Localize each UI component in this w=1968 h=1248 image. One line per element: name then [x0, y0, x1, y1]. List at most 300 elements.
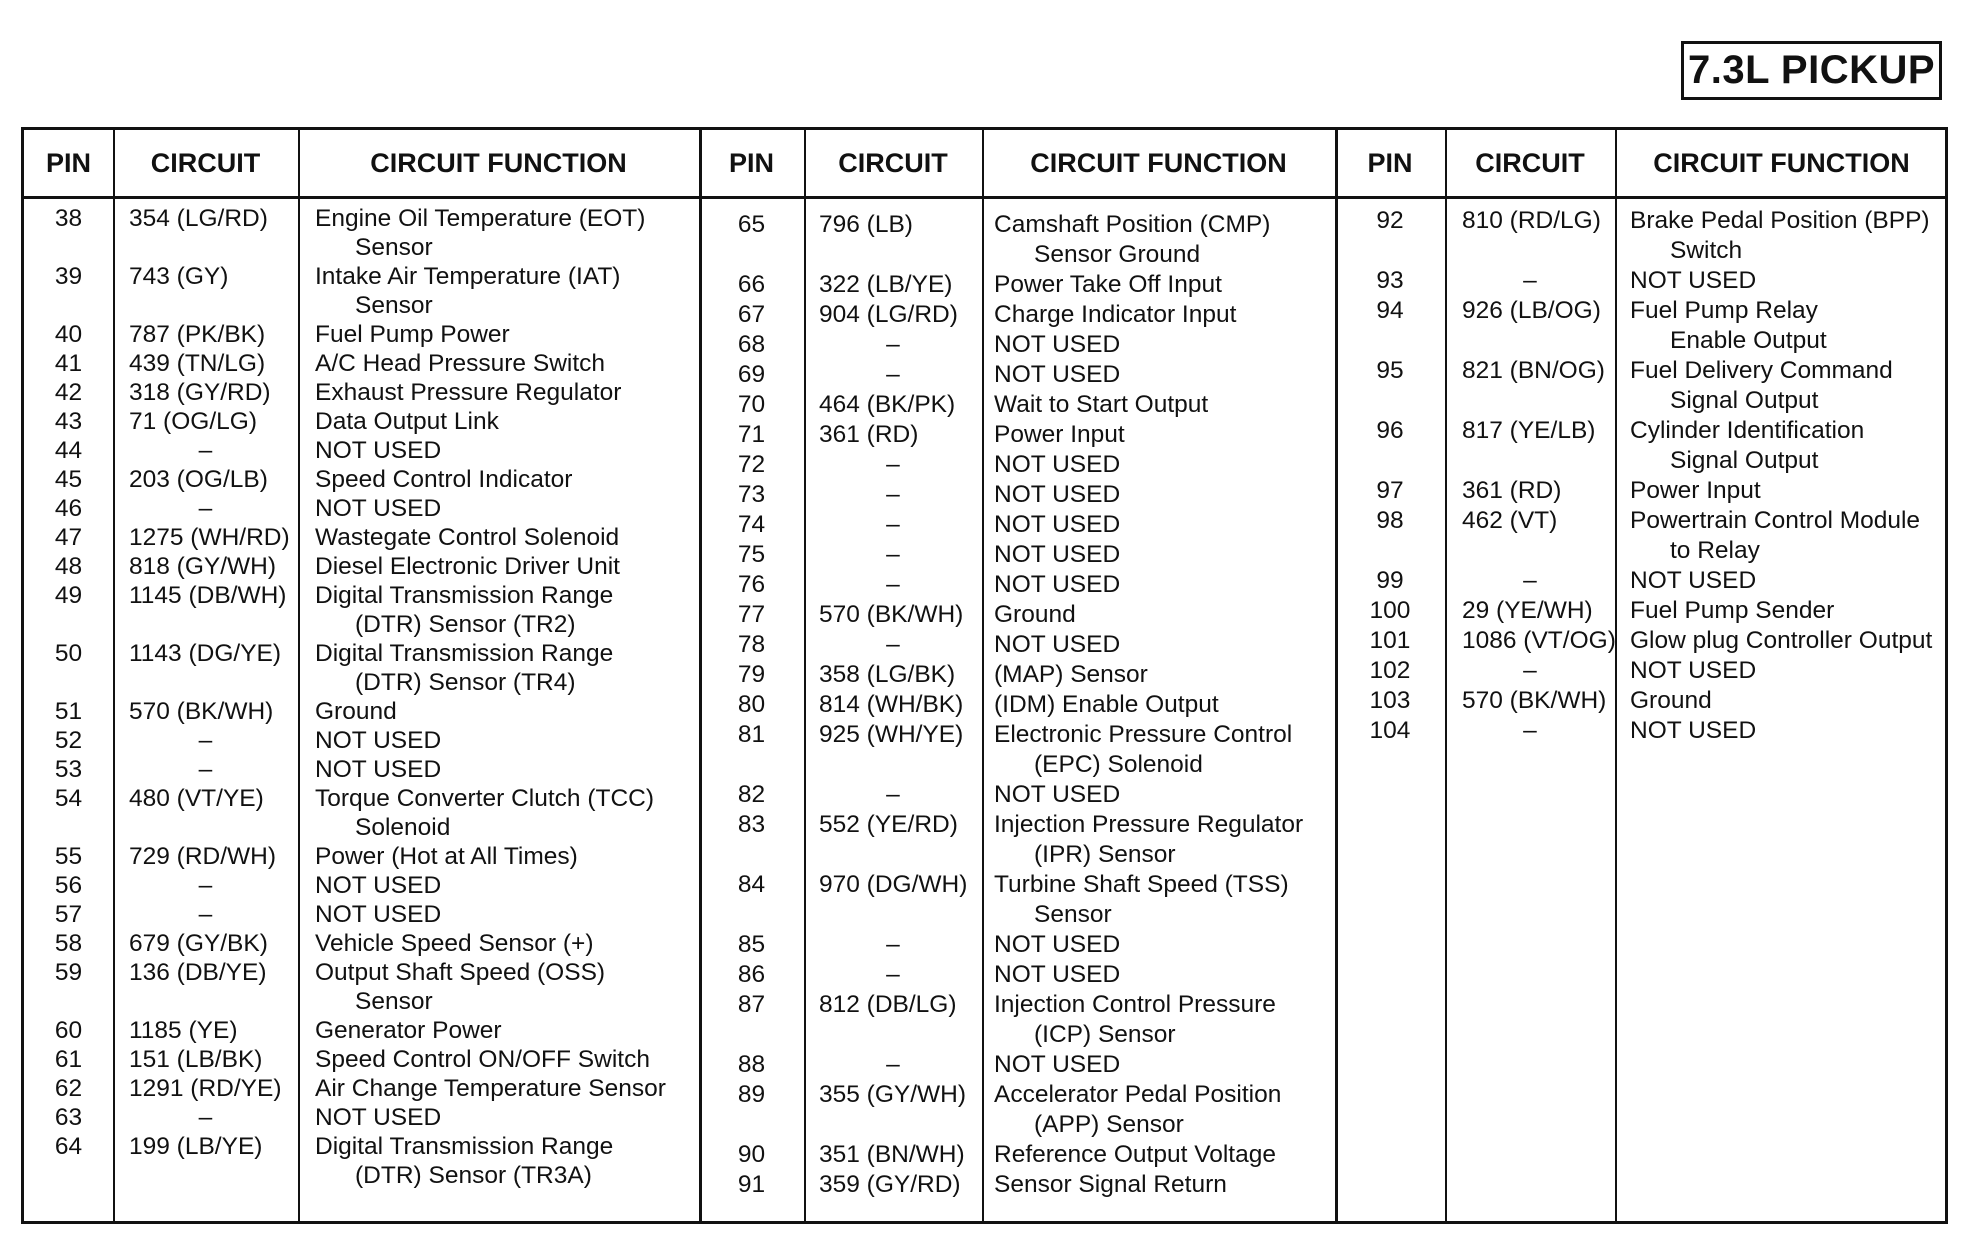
function-line: NOT USED	[994, 781, 1121, 808]
circuit-code: 570 (BK/WH)	[129, 698, 274, 725]
circuit-code: –	[198, 727, 213, 754]
table-row	[24, 755, 699, 784]
table-row	[699, 810, 1335, 870]
circuit-function	[994, 1080, 1281, 1140]
function-line: (APP) Sensor	[1034, 1111, 1184, 1138]
circuit-function	[315, 958, 605, 1016]
pin-number: 74	[737, 511, 766, 538]
function-line: (DTR) Sensor (TR2)	[355, 611, 576, 638]
circuit-function	[315, 378, 621, 407]
circuit-function	[1630, 686, 1712, 716]
pin-number: 61	[54, 1046, 83, 1073]
pin-number: 86	[737, 961, 766, 988]
circuit-function	[315, 697, 397, 726]
table-row	[24, 320, 699, 349]
table-row	[24, 1045, 699, 1074]
pin-number: 90	[737, 1141, 766, 1168]
function-line: NOT USED	[994, 331, 1121, 358]
function-line: Power (Hot at All Times)	[315, 843, 578, 870]
pin-number: 51	[54, 698, 83, 725]
table-row	[699, 720, 1335, 780]
table-row	[24, 552, 699, 581]
circuit-code: 817 (YE/LB)	[1462, 417, 1596, 444]
table-row	[699, 1050, 1335, 1080]
pin-number: 79	[737, 661, 766, 688]
circuit-code: 1291 (RD/YE)	[129, 1075, 282, 1102]
circuit-code: 355 (GY/WH)	[819, 1081, 967, 1108]
table-row	[699, 300, 1335, 330]
function-line: Injection Control Pressure	[994, 991, 1276, 1018]
circuit-function	[994, 990, 1276, 1050]
pin-number: 45	[54, 466, 83, 493]
function-line: Switch	[1670, 237, 1743, 264]
table-row	[699, 780, 1335, 810]
table-row	[24, 1016, 699, 1045]
table-row	[699, 360, 1335, 390]
circuit-code: –	[886, 1051, 900, 1078]
table-row	[699, 270, 1335, 300]
circuit-function	[994, 960, 1120, 990]
function-line: Turbine Shaft Speed (TSS)	[994, 871, 1289, 898]
pin-group-65-91	[699, 210, 1335, 1200]
function-line: NOT USED	[994, 571, 1121, 598]
function-line: Power Input	[994, 421, 1125, 448]
circuit-code: 71 (OG/LG)	[129, 408, 257, 435]
function-line: Fuel Delivery Command	[1630, 357, 1893, 384]
circuit-function	[315, 1103, 441, 1132]
circuit-function	[1630, 656, 1756, 686]
pin-number: 84	[737, 871, 766, 898]
table-row	[24, 900, 699, 929]
table-row	[24, 871, 699, 900]
circuit-function	[994, 720, 1292, 780]
circuit-function	[994, 330, 1120, 360]
table-row	[699, 600, 1335, 630]
circuit-function	[994, 930, 1120, 960]
header-circuit: CIRCUIT	[838, 147, 948, 178]
table-row	[699, 690, 1335, 720]
pin-number: 85	[737, 931, 766, 958]
table-row	[1335, 656, 1948, 686]
table-row	[24, 436, 699, 465]
table-row	[24, 726, 699, 755]
table-row	[699, 630, 1335, 660]
table-row	[24, 349, 699, 378]
table-row	[24, 639, 699, 697]
circuit-function	[994, 420, 1125, 450]
table-row	[699, 930, 1335, 960]
function-line: Brake Pedal Position (BPP)	[1630, 207, 1930, 234]
header-pin: PIN	[45, 147, 91, 178]
function-line: Enable Output	[1670, 327, 1827, 354]
table-row	[1335, 566, 1948, 596]
circuit-code: –	[198, 872, 213, 899]
pin-number: 76	[737, 571, 766, 598]
circuit-code: 570 (BK/WH)	[1462, 687, 1607, 714]
function-line: Signal Output	[1670, 387, 1819, 414]
function-line: Fuel Pump Sender	[1630, 597, 1835, 624]
circuit-code: 1185 (YE)	[129, 1017, 238, 1044]
function-line: (DTR) Sensor (TR4)	[355, 669, 576, 696]
function-line: NOT USED	[1630, 267, 1757, 294]
pin-number: 104	[1369, 717, 1411, 744]
function-line: Sensor Signal Return	[994, 1171, 1227, 1198]
pin-number: 64	[54, 1133, 83, 1160]
circuit-function	[994, 390, 1208, 420]
pin-number: 82	[737, 781, 766, 808]
pin-number: 73	[737, 481, 766, 508]
table-row	[1335, 596, 1948, 626]
circuit-function	[994, 630, 1120, 660]
function-line: Sensor	[355, 292, 433, 319]
function-line: NOT USED	[994, 961, 1121, 988]
function-line: (IDM) Enable Output	[994, 691, 1219, 718]
function-line: Sensor	[355, 234, 433, 261]
table-row	[1335, 266, 1948, 296]
function-line: NOT USED	[994, 451, 1121, 478]
function-line: (EPC) Solenoid	[1034, 751, 1203, 778]
circuit-code: 439 (TN/LG)	[129, 350, 266, 377]
circuit-function	[1630, 596, 1834, 626]
function-line: Power Take Off Input	[994, 271, 1222, 298]
function-line: Fuel Pump Power	[315, 321, 510, 348]
pin-number: 88	[737, 1051, 766, 1078]
circuit-function	[1630, 356, 1893, 416]
function-line: Powertrain Control Module	[1630, 507, 1921, 534]
circuit-function	[994, 540, 1120, 570]
function-line: Injection Pressure Regulator	[994, 811, 1304, 838]
function-line: Electronic Pressure Control	[994, 721, 1293, 748]
circuit-function	[994, 450, 1120, 480]
circuit-code: 351 (BN/WH)	[819, 1141, 965, 1168]
pin-number: 93	[1376, 267, 1404, 294]
table-row	[24, 958, 699, 1016]
function-line: NOT USED	[994, 631, 1121, 658]
circuit-code: 552 (YE/RD)	[819, 811, 958, 838]
pin-number: 100	[1369, 597, 1411, 624]
table-row	[1335, 626, 1948, 656]
circuit-code: –	[886, 511, 900, 538]
pin-number: 102	[1369, 657, 1411, 684]
function-line: Reference Output Voltage	[994, 1141, 1276, 1168]
page-title: 7.3L PICKUP	[1681, 41, 1942, 100]
circuit-function	[315, 1074, 666, 1103]
function-line: Ground	[315, 698, 397, 725]
pin-number: 63	[54, 1104, 83, 1131]
circuit-function	[315, 494, 441, 523]
pin-number: 53	[54, 756, 83, 783]
pin-number: 52	[54, 727, 83, 754]
circuit-code: 743 (GY)	[129, 263, 229, 290]
circuit-code: –	[886, 361, 900, 388]
circuit-code: 361 (RD)	[819, 421, 919, 448]
table-row	[24, 581, 699, 639]
pin-number: 91	[737, 1171, 766, 1198]
circuit-code: –	[1523, 267, 1537, 294]
circuit-function	[1630, 716, 1756, 746]
circuit-function	[315, 900, 441, 929]
table-row	[699, 450, 1335, 480]
pin-number: 60	[54, 1017, 83, 1044]
table-row	[24, 407, 699, 436]
circuit-function	[1630, 476, 1761, 506]
circuit-code: 29 (YE/WH)	[1462, 597, 1593, 624]
pin-number: 96	[1376, 417, 1404, 444]
table-row	[699, 660, 1335, 690]
circuit-function	[315, 1132, 613, 1190]
function-line: NOT USED	[315, 1104, 442, 1131]
function-line: Fuel Pump Relay	[1630, 297, 1818, 324]
pin-number: 43	[54, 408, 83, 435]
function-line: NOT USED	[1630, 717, 1757, 744]
pin-number: 80	[737, 691, 766, 718]
function-line: Ground	[1630, 687, 1712, 714]
pin-number: 103	[1369, 687, 1411, 714]
circuit-function	[994, 510, 1120, 540]
function-line: (MAP) Sensor	[994, 661, 1148, 688]
function-line: (DTR) Sensor (TR3A)	[355, 1162, 592, 1189]
pin-number: 46	[54, 495, 83, 522]
circuit-code: –	[886, 481, 900, 508]
pin-number: 89	[737, 1081, 766, 1108]
header-circuit-function: CIRCUIT FUNCTION	[1030, 147, 1287, 178]
pin-group-92-104	[1335, 206, 1948, 746]
table-row	[699, 960, 1335, 990]
table-row	[1335, 716, 1948, 746]
function-line: NOT USED	[994, 931, 1121, 958]
circuit-code: –	[886, 931, 900, 958]
circuit-code: –	[886, 781, 900, 808]
pin-number: 47	[54, 524, 83, 551]
circuit-code: 359 (GY/RD)	[819, 1171, 961, 1198]
table-row	[24, 784, 699, 842]
function-line: Digital Transmission Range	[315, 582, 614, 609]
function-line: Sensor	[1034, 901, 1112, 928]
pin-number: 44	[54, 437, 83, 464]
circuit-code: 199 (LB/YE)	[129, 1133, 263, 1160]
function-line: Intake Air Temperature (IAT)	[315, 263, 621, 290]
circuit-function	[994, 1170, 1227, 1200]
pin-number: 97	[1376, 477, 1404, 504]
function-line: NOT USED	[315, 437, 442, 464]
circuit-code: 821 (BN/OG)	[1462, 357, 1605, 384]
function-line: Ground	[994, 601, 1076, 628]
function-line: NOT USED	[1630, 657, 1757, 684]
pin-number: 48	[54, 553, 83, 580]
function-line: Engine Oil Temperature (EOT)	[315, 205, 646, 232]
pin-number: 92	[1376, 207, 1404, 234]
pin-number: 83	[737, 811, 766, 838]
table-row	[24, 929, 699, 958]
circuit-function	[1630, 416, 1864, 476]
function-line: Glow plug Controller Output	[1630, 627, 1933, 654]
circuit-function	[315, 639, 613, 697]
table-row	[699, 1170, 1335, 1200]
circuit-code: 926 (LB/OG)	[1462, 297, 1601, 324]
pin-number: 67	[737, 301, 766, 328]
pin-number: 70	[737, 391, 766, 418]
function-line: NOT USED	[1630, 567, 1757, 594]
function-line: Solenoid	[355, 814, 451, 841]
header-circuit: CIRCUIT	[1475, 147, 1585, 178]
pin-number: 42	[54, 379, 83, 406]
circuit-function	[1630, 626, 1932, 656]
circuit-function	[315, 262, 620, 320]
circuit-code: 810 (RD/LG)	[1462, 207, 1601, 234]
circuit-code: –	[886, 331, 900, 358]
pin-table	[21, 127, 1948, 1224]
circuit-code: 904 (LG/RD)	[819, 301, 958, 328]
pin-number: 71	[737, 421, 766, 448]
circuit-function	[994, 600, 1076, 630]
pin-number: 95	[1376, 357, 1404, 384]
table-row	[1335, 506, 1948, 566]
function-line: (IPR) Sensor	[1034, 841, 1176, 868]
circuit-function	[994, 270, 1222, 300]
circuit-function	[994, 360, 1120, 390]
function-line: NOT USED	[994, 481, 1121, 508]
table-row	[699, 330, 1335, 360]
function-line: Wastegate Control Solenoid	[315, 524, 620, 551]
circuit-code: 679 (GY/BK)	[129, 930, 268, 957]
table-row	[699, 1080, 1335, 1140]
circuit-code: 818 (GY/WH)	[129, 553, 277, 580]
pin-number: 77	[737, 601, 766, 628]
circuit-code: –	[198, 1104, 213, 1131]
pin-number: 50	[54, 640, 83, 667]
circuit-code: 203 (OG/LB)	[129, 466, 268, 493]
circuit-code: 570 (BK/WH)	[819, 601, 964, 628]
circuit-function	[315, 552, 620, 581]
circuit-function	[994, 690, 1219, 720]
pin-group-38-64	[24, 204, 699, 1190]
circuit-code: 1275 (WH/RD)	[129, 524, 290, 551]
circuit-code: 462 (VT)	[1462, 507, 1558, 534]
circuit-code: 1145 (DB/WH)	[129, 582, 287, 609]
function-line: Speed Control Indicator	[315, 466, 573, 493]
table-row	[1335, 296, 1948, 356]
table-row	[699, 390, 1335, 420]
function-line: Digital Transmission Range	[315, 1133, 614, 1160]
circuit-code: 136 (DB/YE)	[129, 959, 267, 986]
function-line: NOT USED	[994, 511, 1121, 538]
function-line: Charge Indicator Input	[994, 301, 1237, 328]
circuit-function	[315, 349, 605, 378]
circuit-function	[994, 300, 1236, 330]
circuit-function	[315, 581, 613, 639]
table-row	[699, 480, 1335, 510]
circuit-function	[994, 870, 1289, 930]
function-line: NOT USED	[315, 872, 442, 899]
circuit-function	[994, 480, 1120, 510]
function-line: Vehicle Speed Sensor (+)	[315, 930, 594, 957]
header-pin: PIN	[728, 147, 774, 178]
circuit-code: –	[886, 451, 900, 478]
pin-number: 54	[54, 785, 83, 812]
pin-number: 49	[54, 582, 83, 609]
table-row	[24, 1074, 699, 1103]
pin-number: 58	[54, 930, 83, 957]
circuit-code: 358 (LG/BK)	[819, 661, 956, 688]
circuit-code: 787 (PK/BK)	[129, 321, 266, 348]
pin-number: 78	[737, 631, 766, 658]
pin-number: 39	[54, 263, 83, 290]
header-pin: PIN	[1367, 147, 1413, 178]
table-row	[24, 1132, 699, 1190]
circuit-code: –	[1523, 717, 1537, 744]
circuit-code: 318 (GY/RD)	[129, 379, 271, 406]
circuit-function	[315, 755, 441, 784]
pin-number: 41	[54, 350, 83, 377]
function-line: Sensor	[355, 988, 433, 1015]
table-row	[24, 494, 699, 523]
table-row	[24, 262, 699, 320]
circuit-code: –	[886, 631, 900, 658]
function-line: Power Input	[1630, 477, 1761, 504]
pin-number: 57	[54, 901, 83, 928]
circuit-function	[315, 726, 441, 755]
circuit-code: 729 (RD/WH)	[129, 843, 277, 870]
circuit-code: –	[198, 756, 213, 783]
table-row	[699, 510, 1335, 540]
pin-number: 75	[737, 541, 766, 568]
table-row	[24, 842, 699, 871]
table-row	[699, 990, 1335, 1050]
circuit-function	[994, 570, 1120, 600]
pin-number: 65	[737, 211, 766, 238]
function-line: Wait to Start Output	[994, 391, 1209, 418]
function-line: Output Shaft Speed (OSS)	[315, 959, 606, 986]
table-row	[699, 420, 1335, 450]
pin-number: 69	[737, 361, 766, 388]
function-line: NOT USED	[994, 1051, 1121, 1078]
pin-number: 98	[1376, 507, 1404, 534]
circuit-code: –	[1523, 567, 1537, 594]
pin-number: 56	[54, 872, 83, 899]
function-line: Camshaft Position (CMP)	[994, 211, 1271, 238]
circuit-function	[315, 320, 510, 349]
table-row	[24, 697, 699, 726]
pin-number: 87	[737, 991, 766, 1018]
table-row	[24, 378, 699, 407]
header-circuit-function: CIRCUIT FUNCTION	[370, 147, 627, 178]
circuit-code: 814 (WH/BK)	[819, 691, 964, 718]
circuit-function	[994, 210, 1270, 270]
function-line: Exhaust Pressure Regulator	[315, 379, 622, 406]
circuit-code: –	[198, 437, 213, 464]
table-row	[1335, 476, 1948, 506]
circuit-code: –	[886, 571, 900, 598]
circuit-code: 151 (LB/BK)	[129, 1046, 263, 1073]
circuit-function	[315, 436, 441, 465]
table-row	[699, 870, 1335, 930]
function-line: (ICP) Sensor	[1034, 1021, 1176, 1048]
circuit-function	[315, 842, 578, 871]
table-row	[699, 1140, 1335, 1170]
function-line: Sensor Ground	[1034, 241, 1201, 268]
function-line: Digital Transmission Range	[315, 640, 614, 667]
circuit-code: 1086 (VT/OG)	[1462, 627, 1616, 654]
table-row	[24, 204, 699, 262]
circuit-code: 480 (VT/YE)	[129, 785, 264, 812]
circuit-function	[315, 407, 499, 436]
circuit-function	[1630, 296, 1827, 356]
header-circuit: CIRCUIT	[150, 147, 261, 178]
circuit-code: 464 (BK/PK)	[819, 391, 956, 418]
function-line: Signal Output	[1670, 447, 1819, 474]
table-row	[24, 523, 699, 552]
table-row	[24, 465, 699, 494]
